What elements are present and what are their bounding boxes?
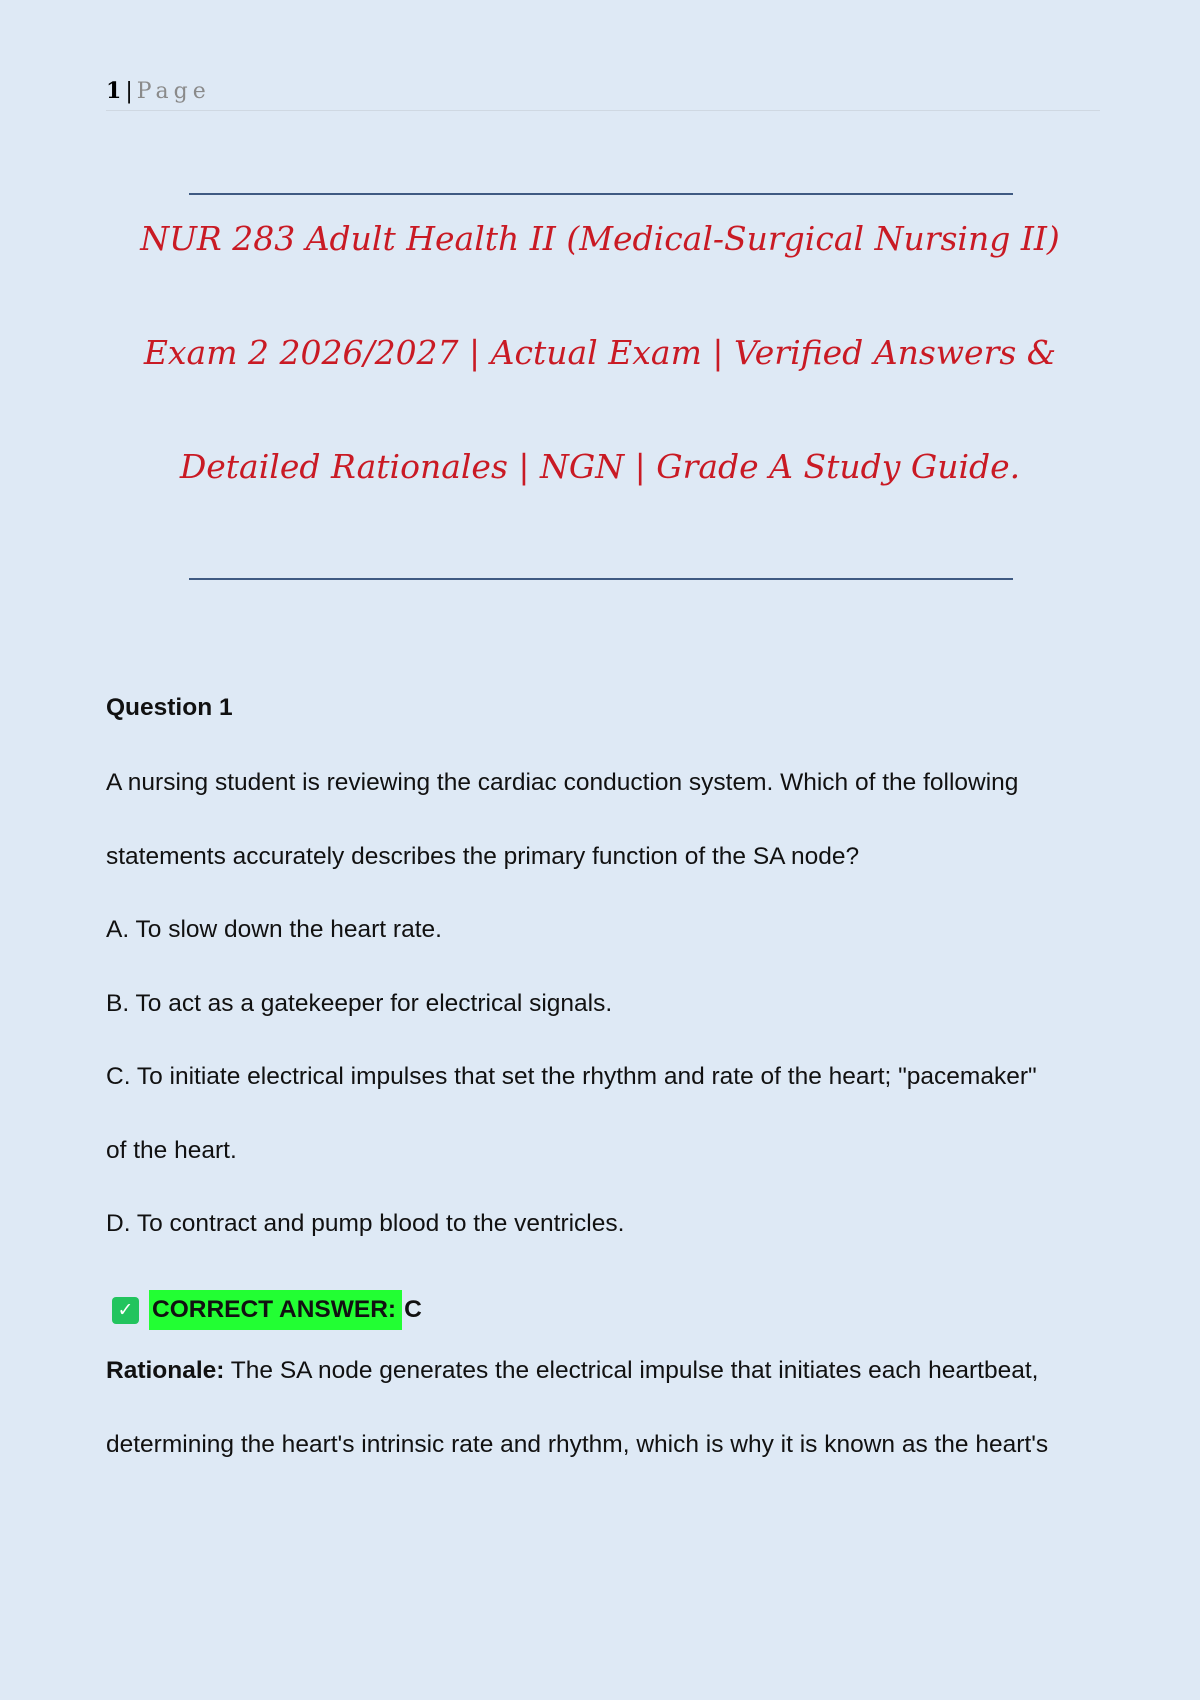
correct-answer-row [106,1274,1106,1348]
question-heading: Question 1 [106,694,233,721]
rationale-line-1 [106,1347,1106,1421]
page-header [106,78,1100,111]
page-number: 1 [106,78,122,104]
option-b: B. To act as a gatekeeper for electrical signals. [106,989,613,1017]
rationale-text-1: The SA node generates the electrical impulse that initiates each heartbeat, [224,1357,1039,1384]
question-stem-line-1: A nursing student is reviewing the cardiac conduction system. Which of the following [106,769,1019,796]
option-d: D. To contract and pump blood to the ventricles. [106,1210,625,1237]
question-stem-line-2: statements accurately describes the primary function of the SA node? [106,842,860,870]
correct-answer-value: C [404,1296,422,1324]
option-a: A. To slow down the heart rate. [106,916,442,943]
option-c-continued: of the heart. [106,1136,237,1164]
correct-answer-label: CORRECT ANSWER: [149,1290,402,1330]
title-line-1: NUR 283 Adult Health II (Medical-Surgical Nursing II) [140,219,1060,258]
option-c: C. To initiate electrical impulses that set the rhythm and rate of the heart; "pacemaker" [106,1063,1037,1090]
title-line-2: Exam 2 2026/2027 | Actual Exam | Verified Answers & [143,333,1057,372]
question-block [106,684,1106,1494]
check-mark-icon: ✓ [112,1297,139,1324]
page-separator: | [125,79,133,104]
rationale-line-2: determining the heart's intrinsic rate and rhythm, which is why it is known as the heart's [106,1430,1049,1458]
rationale-label: Rationale: [106,1357,225,1384]
title-rule-bottom [189,578,1013,580]
document-title [100,206,1100,548]
title-line-3: Detailed Rationales | NGN | Grade A Study Guide. [179,447,1021,486]
page-word: Page [136,79,211,104]
title-rule-top [189,193,1013,195]
